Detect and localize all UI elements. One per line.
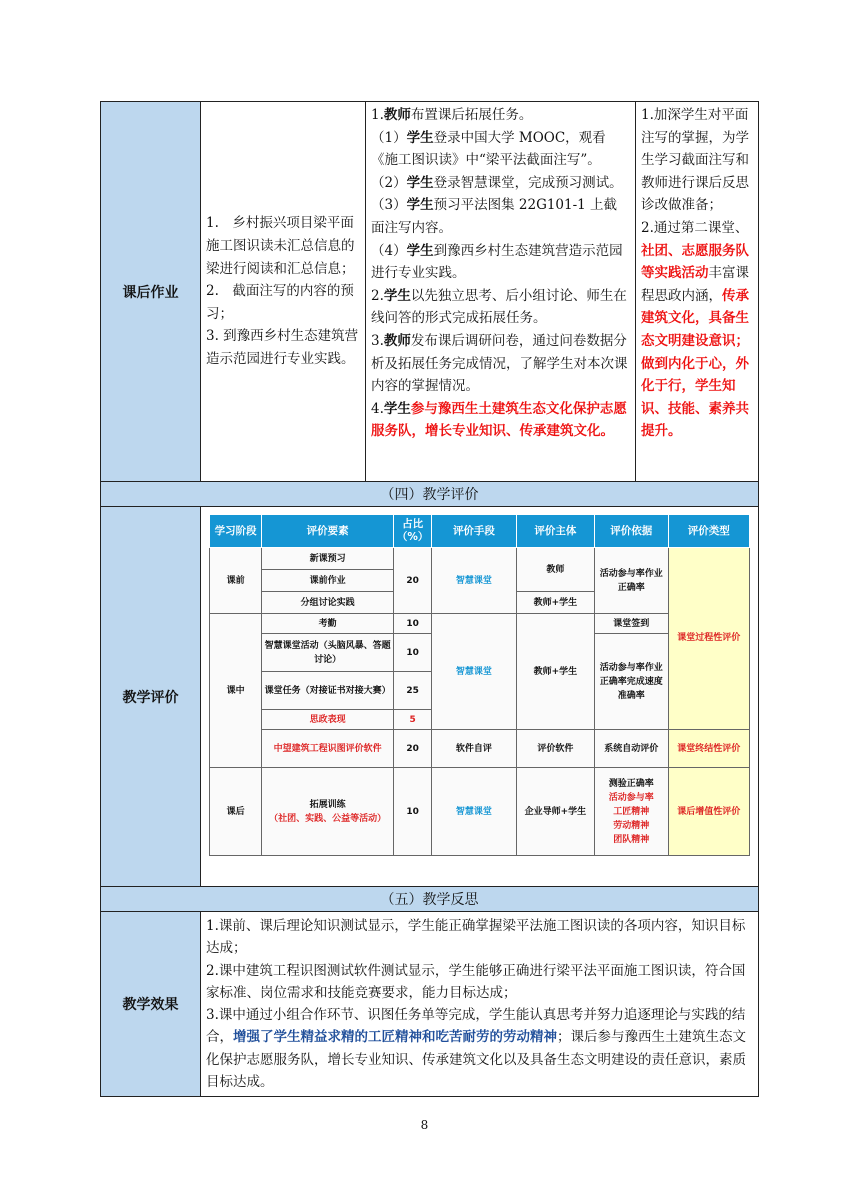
section5-title: （五）教学反思 [101,887,759,912]
eval-in-item-4: 思政表现 [262,710,394,730]
eval-in-item-2: 智慧课堂活动（头脑风暴、答题讨论） [262,634,394,672]
section5-row [101,887,759,912]
activity-1-1: （1）学生登录中国大学 MOOC，观看《施工图识读》中“梁平法截面注写”。 [371,129,606,169]
eval-pre-item-2: 课前作业 [262,570,394,592]
section4-row [101,482,759,507]
effect-p2: 2.课中建筑工程识图测试软件测试显示，学生能够正确进行梁平法平面施工图识读，符合国家标准、岗位需求和技能竞赛要求，能力目标达成； [206,962,746,1001]
eval-header-basis: 评价依据 [595,515,668,548]
eval-post-item [262,768,394,856]
homework-activities [366,102,636,482]
activity-1-2: （2）学生登录智慧课堂，完成预习测试。 [371,174,623,191]
eval-pre-means: 智慧课堂 [432,548,516,614]
eval-post-basis-4: 劳动精神 [613,820,650,831]
effect-p1: 1.课前、课后理论知识测试显示，学生能正确掌握梁平法施工图识读的各项内容，知识目标达成； [206,918,746,957]
eval-software-basis: 系统自动评价 [595,730,668,768]
eval-header-stage: 学习阶段 [210,515,262,548]
eval-in-ratio-2: 10 [394,634,432,672]
eval-in-subject: 教师+学生 [516,614,594,730]
page-number: 8 [420,1118,429,1132]
homework-intent [636,102,759,482]
eval-software-means: 软件自评 [432,730,516,768]
homework-row [101,102,759,482]
eval-pre-item-3: 分组讨论实践 [262,592,394,614]
eval-pre-basis: 活动参与率作业正确率 [595,548,668,614]
activity-1-4: （4）学生到豫西乡村生态建筑营造示范园进行专业实践。 [371,242,623,282]
eval-in-item-3: 课堂任务（对接证书对接大赛） [262,672,394,710]
eval-stage-in: 课中 [210,614,262,768]
eval-pre-subject-1: 教师 [516,548,594,592]
eval-in-item-1: 考勤 [262,614,394,634]
activity-3: 3.教师发布课后调研问卷，通过问卷数据分析及拓展任务完成情况，了解学生对本次课内容的掌握情况。 [371,332,628,395]
eval-post-basis-2: 活动参与率 [608,792,654,803]
intent-2: 2.通过第二课堂、社团、志愿服务队等实践活动丰富课程思政内涵，传承建筑文化，具备生态文明建设意识；做到内化于心，外化于行，学生知识、技能、素养共提升。 [641,219,749,440]
eval-post-basis-5: 团队精神 [613,834,650,845]
eval-post-basis [595,768,668,856]
evaluation-row [101,507,759,887]
activity-1: 1.教师布置课后拓展任务。 [371,107,533,123]
eval-header-type: 评价类型 [668,515,750,548]
eval-in-basis-1: 课堂签到 [595,614,668,634]
eval-header-ratio: 占比（%） [394,515,432,548]
eval-header-row [210,515,750,548]
eval-post-basis-1: 测验正确率 [608,778,654,789]
evaluation-label: 教学评价 [101,507,201,887]
effect-content [201,912,759,1097]
eval-post-item-sub: （社团、实践、公益等活动） [269,813,387,824]
eval-pre-ratio: 20 [394,548,432,614]
homework-content-1: 1. 乡村振兴项目梁平面施工图识读未汇总信息的梁进行阅读和汇总信息； [206,215,355,277]
eval-pre-item-1: 新课预习 [262,548,394,570]
effect-label: 教学效果 [101,912,201,1097]
eval-in-means: 智慧课堂 [432,614,516,730]
eval-post-item-title: 拓展训练 [309,799,346,810]
eval-pre-subject-2: 教师+学生 [516,592,594,614]
eval-software-subject: 评价软件 [516,730,594,768]
activity-4: 4.学生参与豫西生土建筑生态文化保护志愿服务队，增长专业知识、传承建筑文化。 [371,400,627,440]
homework-label: 课后作业 [101,102,201,482]
eval-post-subject: 企业导师+学生 [516,768,594,856]
lesson-plan-table [100,101,759,1097]
evaluation-table [209,514,750,856]
eval-stage-post: 课后 [210,768,262,856]
eval-in-ratio-4: 5 [394,710,432,730]
eval-in-basis-2: 活动参与率作业正确率完成速度准确率 [595,634,668,730]
homework-content-3: 3. 到豫西乡村生态建筑营造示范园进行专业实践。 [206,328,359,367]
eval-header-means: 评价手段 [432,515,516,548]
eval-post-ratio: 10 [394,768,432,856]
homework-content-2: 2. 截面注写的内容的预习； [206,283,354,322]
eval-stage-pre: 课前 [210,548,262,614]
intent-1: 1.加深学生对平面注写的掌握，为学生学习截面注写和教师进行课后反思诊改做准备； [641,107,749,214]
eval-in-ratio-3: 25 [394,672,432,710]
eval-software-ratio: 20 [394,730,432,768]
eval-software-item: 中望建筑工程识图评价软件 [262,730,394,768]
eval-software-type: 课堂终结性评价 [668,730,750,768]
eval-post-basis-3: 工匠精神 [613,806,650,817]
activity-1-3: （3）学生预习平法图集 22G101-1 上截面注写内容。 [371,197,618,236]
eval-post-means: 智慧课堂 [432,768,516,856]
eval-in-ratio-1: 10 [394,614,432,634]
section4-title: （四）教学评价 [101,482,759,507]
effect-p3: 3.课中通过小组合作环节、识图任务单等完成，学生能认真思考并努力追逐理论与实践的结合，增强了学生精益求精的工匠精神和吃苦耐劳的劳动精神；课后参与豫西生土建筑生态文化保护志愿服务队，增长专业知识、传承建筑文化以及具备生态文明建设的责任意识，素质目标达成。 [206,1007,746,1091]
eval-post-type: 课后增值性评价 [668,768,750,856]
eval-header-subject: 评价主体 [516,515,594,548]
homework-content [201,102,366,482]
activity-2: 2.学生以先独立思考、后小组讨论、师生在线问答的形式完成拓展任务。 [371,287,627,327]
effect-row [101,912,759,1097]
evaluation-table-cell [201,507,759,887]
eval-header-element: 评价要素 [262,515,394,548]
eval-process-type: 课堂过程性评价 [668,548,750,730]
